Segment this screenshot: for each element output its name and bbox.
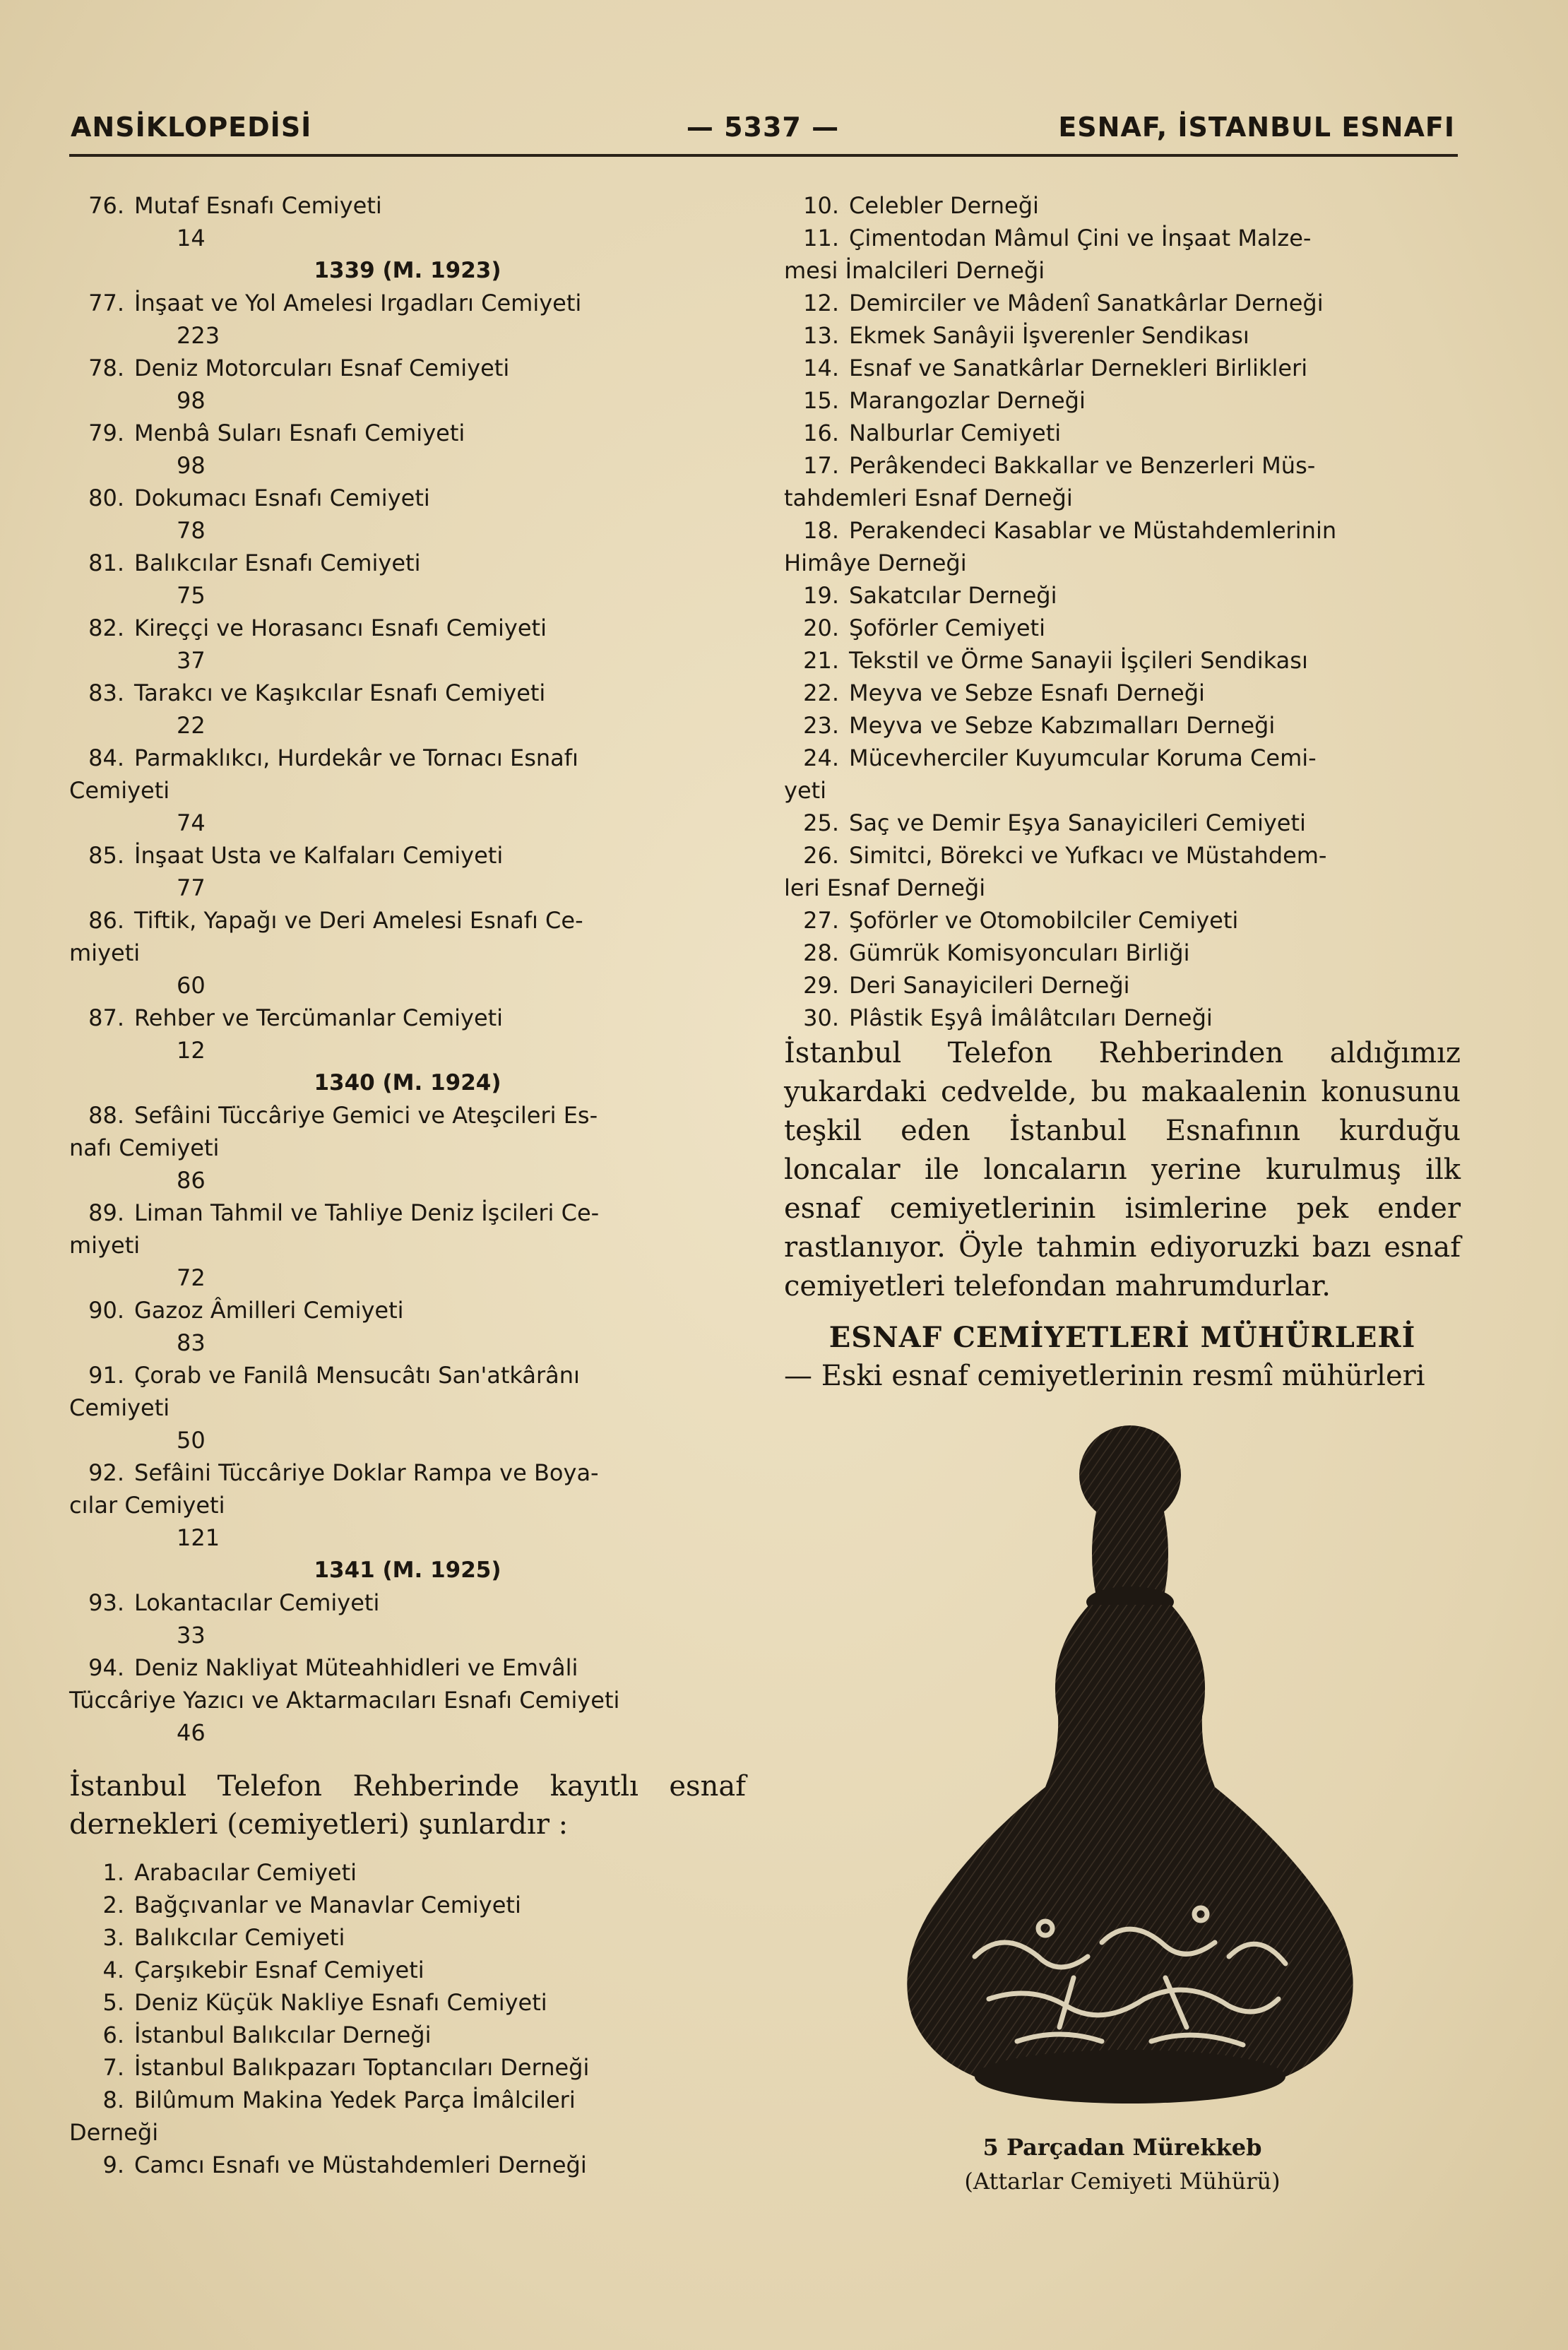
list-item — [69, 1986, 746, 2019]
member-count: 121 — [177, 1524, 220, 1551]
item-name: Perâkendeci Bakkallar ve Benzerleri Müs- — [849, 452, 1316, 479]
item-name: Bilûmum Makina Yedek Parça İmâlcileri — [134, 2087, 576, 2113]
item-number: 86. — [88, 907, 124, 934]
figure-caption — [784, 2130, 1461, 2198]
member-count: 75 — [177, 582, 206, 609]
member-count: 22 — [177, 712, 206, 739]
member-count: 33 — [177, 1622, 206, 1649]
list-item — [69, 1856, 746, 1889]
item-name-continued: cılar Cemiyeti — [69, 1492, 225, 1519]
item-name-continued: Derneği — [69, 2119, 159, 2146]
item-number: 7. — [102, 2054, 124, 2081]
member-count: 14 — [177, 225, 206, 251]
list-item — [69, 2084, 746, 2149]
list-item — [784, 742, 1461, 807]
item-name-continued: Tüccâriye Yazıcı ve Aktarmacıları Esnafı Cemiyeti — [69, 1687, 620, 1714]
item-name: Balıkcılar Esnafı Cemiyeti — [134, 550, 421, 576]
list-item — [784, 937, 1461, 969]
item-number: 1. — [102, 1859, 124, 1886]
item-name: Tarakcı ve Kaşıkcılar Esnafı Cemiyeti — [134, 680, 546, 706]
list-item — [69, 1889, 746, 1921]
item-name: Lokantacılar Cemiyeti — [134, 1589, 380, 1616]
page-number: — 5337 — — [686, 112, 840, 143]
list-item — [69, 547, 746, 579]
item-number: 12. — [803, 290, 839, 316]
year-heading-1339: 1339 (M. 1923) — [314, 258, 501, 283]
list-item — [784, 222, 1461, 287]
list-item — [69, 1359, 746, 1424]
caption-line-1: 5 Parçadan Mürekkeb — [982, 2134, 1262, 2161]
item-number: 13. — [803, 322, 839, 349]
list-item — [69, 482, 746, 514]
item-name: Camcı Esnafı ve Müstahdemleri Derneği — [134, 2152, 587, 2178]
item-name: Çimentodan Mâmul Çini ve İnşaat Malze- — [849, 225, 1312, 251]
list-item — [69, 677, 746, 709]
list-item — [784, 1002, 1461, 1034]
item-name: Gazoz Âmilleri Cemiyeti — [134, 1297, 404, 1324]
list-item — [69, 2149, 746, 2181]
item-number: 78. — [88, 355, 124, 381]
item-name: Nalburlar Cemiyeti — [849, 420, 1062, 446]
item-name-continued: yeti — [784, 777, 827, 804]
item-name: Esnaf ve Sanatkârlar Dernekleri Birlikleri — [849, 355, 1308, 381]
list-item — [69, 1921, 746, 1954]
list-item — [784, 514, 1461, 579]
list-item — [69, 417, 746, 449]
item-name: Meyva ve Sebze Esnafı Derneği — [849, 680, 1205, 706]
list-item — [69, 1586, 746, 1619]
item-name: İstanbul Balıkcılar Derneği — [134, 2022, 432, 2048]
list-item — [69, 1456, 746, 1521]
right-column — [784, 189, 1461, 1395]
list-item — [69, 2051, 746, 2084]
item-name: Sefâini Tüccâriye Doklar Rampa ve Boya- — [134, 1459, 599, 1486]
item-number: 92. — [88, 1459, 124, 1486]
item-name: Bağçıvanlar ve Manavlar Cemiyeti — [134, 1892, 521, 1918]
item-number: 94. — [88, 1654, 124, 1681]
item-name-continued: tahdemleri Esnaf Derneği — [784, 485, 1073, 511]
item-number: 29. — [803, 972, 839, 999]
item-name: Sefâini Tüccâriye Gemici ve Ateşcileri Es- — [134, 1102, 598, 1129]
member-count: 12 — [177, 1037, 206, 1064]
left-column — [69, 189, 746, 2181]
member-count: 98 — [177, 452, 206, 479]
list-item — [69, 839, 746, 872]
item-name: Marangozlar Derneği — [849, 387, 1086, 414]
list-item — [784, 579, 1461, 612]
item-number: 90. — [88, 1297, 124, 1324]
item-name: Deri Sanayicileri Derneği — [849, 972, 1130, 999]
item-name-continued: nafı Cemiyeti — [69, 1134, 220, 1161]
item-number: 30. — [803, 1004, 839, 1031]
item-number: 15. — [803, 387, 839, 414]
item-name: Sakatcılar Derneği — [849, 582, 1057, 609]
list-item — [69, 352, 746, 384]
list-item — [784, 969, 1461, 1002]
year-heading-1341: 1341 (M. 1925) — [314, 1557, 501, 1583]
item-number: 8. — [102, 2087, 124, 2113]
item-number: 77. — [88, 290, 124, 316]
item-name: Çorab ve Fanilâ Mensucâtı San'atkârânı — [134, 1362, 580, 1389]
item-number: 76. — [88, 192, 124, 219]
item-number: 6. — [102, 2022, 124, 2048]
list-item — [69, 189, 746, 222]
item-name: Parmaklıkcı, Hurdekâr ve Tornacı Esnafı — [134, 744, 578, 771]
list-item — [69, 1954, 746, 1986]
item-name: Tiftik, Yapağı ve Deri Amelesi Esnafı Ce- — [134, 907, 583, 934]
member-count: 223 — [177, 322, 220, 349]
item-number: 16. — [803, 420, 839, 446]
item-number: 24. — [803, 744, 839, 771]
item-number: 5. — [102, 1989, 124, 2016]
item-number: 21. — [803, 647, 839, 674]
item-name-continued: Himâye Derneği — [784, 550, 967, 576]
item-number: 23. — [803, 712, 839, 739]
item-name: Deniz Küçük Nakliye Esnafı Cemiyeti — [134, 1989, 547, 2016]
item-name: Gümrük Komisyoncuları Birliği — [849, 939, 1190, 966]
intro-paragraph: İstanbul Telefon Rehberinde kayıtlı esnaf dernekleri (cemiyetleri) şunlardır : — [69, 1770, 746, 1841]
item-number: 88. — [88, 1102, 124, 1129]
list-item — [784, 709, 1461, 742]
member-count: 37 — [177, 647, 206, 674]
seal-illustration — [833, 1420, 1434, 2126]
list-item — [784, 189, 1461, 222]
list-item — [784, 839, 1461, 904]
list-item — [69, 1197, 746, 1262]
item-number: 85. — [88, 842, 124, 869]
item-name-continued: Cemiyeti — [69, 1394, 170, 1421]
member-count: 72 — [177, 1264, 206, 1291]
list-item — [69, 612, 746, 644]
header-title-right: ESNAF, İSTANBUL ESNAFI — [1058, 112, 1455, 143]
list-item — [784, 384, 1461, 417]
list-item — [784, 644, 1461, 677]
item-name-continued: Cemiyeti — [69, 777, 170, 804]
item-name: Deniz Motorcuları Esnaf Cemiyeti — [134, 355, 510, 381]
item-number: 19. — [803, 582, 839, 609]
item-name: İstanbul Balıkpazarı Toptancıları Derneği — [134, 2054, 590, 2081]
item-number: 11. — [803, 225, 839, 251]
item-name-continued: leri Esnaf Derneği — [784, 874, 986, 901]
year-heading-1340: 1340 (M. 1924) — [314, 1070, 501, 1096]
item-number: 4. — [102, 1957, 124, 1983]
item-name: Saç ve Demir Eşya Sanayicileri Cemiyeti — [849, 809, 1306, 836]
item-name: Dokumacı Esnafı Cemiyeti — [134, 485, 430, 511]
item-number: 93. — [88, 1589, 124, 1616]
item-name: Rehber ve Tercümanlar Cemiyeti — [134, 1004, 504, 1031]
item-number: 84. — [88, 744, 124, 771]
item-number: 89. — [88, 1199, 124, 1226]
list-item — [784, 287, 1461, 319]
list-item — [69, 1651, 746, 1716]
member-count: 98 — [177, 387, 206, 414]
section-title: ESNAF CEMİYETLERİ MÜHÜRLERİ — [828, 1321, 1416, 1354]
item-name-continued: miyeti — [69, 1232, 141, 1259]
member-count: 77 — [177, 874, 206, 901]
list-item — [784, 612, 1461, 644]
item-number: 80. — [88, 485, 124, 511]
list-item — [784, 352, 1461, 384]
item-name: Meyva ve Sebze Kabzımalları Derneği — [849, 712, 1276, 739]
list-item — [69, 1002, 746, 1034]
member-count: 74 — [177, 809, 206, 836]
item-name: Mutaf Esnafı Cemiyeti — [134, 192, 382, 219]
item-name: Perakendeci Kasablar ve Müstahdemlerinin — [849, 517, 1337, 544]
item-name-continued: mesi İmalcileri Derneği — [784, 257, 1045, 284]
item-name: Kireççi ve Horasancı Esnafı Cemiyeti — [134, 615, 547, 641]
item-name: Ekmek Sanâyii İşverenler Sendikası — [849, 322, 1249, 349]
item-name: Şoförler ve Otomobilciler Cemiyeti — [849, 907, 1239, 934]
member-count: 46 — [177, 1719, 206, 1746]
item-number: 79. — [88, 420, 124, 446]
list-item — [69, 287, 746, 319]
item-number: 87. — [88, 1004, 124, 1031]
item-name: Liman Tahmil ve Tahliye Deniz İşcileri Ce- — [134, 1199, 600, 1226]
list-item — [69, 742, 746, 807]
member-count: 60 — [177, 972, 206, 999]
item-name: Balıkcılar Cemiyeti — [134, 1924, 345, 1951]
header-rule — [69, 154, 1458, 157]
item-number: 20. — [803, 615, 839, 641]
list-item — [784, 319, 1461, 352]
item-number: 91. — [88, 1362, 124, 1389]
list-item — [784, 904, 1461, 937]
item-name: Demirciler ve Mâdenî Sanatkârlar Derneği — [849, 290, 1324, 316]
item-number: 10. — [803, 192, 839, 219]
ink-seal-image — [833, 1420, 1434, 2126]
header-title-left: ANSİKLOPEDİSİ — [71, 112, 312, 143]
item-number: 18. — [803, 517, 839, 544]
item-number: 82. — [88, 615, 124, 641]
item-name: Deniz Nakliyat Müteahhidleri ve Emvâli — [134, 1654, 578, 1681]
item-number: 83. — [88, 680, 124, 706]
item-number: 17. — [803, 452, 839, 479]
list-item — [784, 417, 1461, 449]
item-number: 27. — [803, 907, 839, 934]
item-name: Arabacılar Cemiyeti — [134, 1859, 357, 1886]
item-number: 22. — [803, 680, 839, 706]
list-item — [69, 1099, 746, 1164]
item-number: 2. — [102, 1892, 124, 1918]
member-count: 83 — [177, 1329, 206, 1356]
item-number: 25. — [803, 809, 839, 836]
item-number: 81. — [88, 550, 124, 576]
item-name: Plâstik Eşyâ İmâlâtcıları Derneği — [849, 1004, 1213, 1031]
item-number: 26. — [803, 842, 839, 869]
item-name: Menbâ Suları Esnafı Cemiyeti — [134, 420, 465, 446]
member-count: 78 — [177, 517, 206, 544]
member-count: 50 — [177, 1427, 206, 1454]
item-name: Şoförler Cemiyeti — [849, 615, 1045, 641]
list-item — [784, 449, 1461, 514]
caption-line-2: (Attarlar Cemiyeti Mühürü) — [964, 2168, 1281, 2195]
item-name: Çarşıkebir Esnaf Cemiyeti — [134, 1957, 424, 1983]
item-name: Simitci, Börekci ve Yufkacı ve Müstahdem- — [849, 842, 1327, 869]
section-subtitle: — Eski esnaf cemiyetlerinin resmî mühürleri — [784, 1360, 1425, 1392]
item-name: Celebler Derneği — [849, 192, 1039, 219]
list-item — [69, 1294, 746, 1327]
item-name: Tekstil ve Örme Sanayii İşçileri Sendikası — [849, 647, 1308, 674]
item-number: 3. — [102, 1924, 124, 1951]
list-item — [784, 807, 1461, 839]
item-name: Mücevherciler Kuyumcular Koruma Cemi- — [849, 744, 1317, 771]
item-name: İnşaat Usta ve Kalfaları Cemiyeti — [134, 842, 504, 869]
list-item — [69, 2019, 746, 2051]
page-header — [71, 112, 1455, 151]
item-name: İnşaat ve Yol Amelesi Irgadları Cemiyeti — [134, 290, 582, 316]
body-paragraph: İstanbul Telefon Rehberinden aldığımız yukardaki cedvelde, bu makaalenin konusunu teşkil eden İstanbul Esnafının kurduğu loncalar ile loncaların yerine kurulmuş ilk esnaf cemiyetlerinin isimlerine pek ender rastlanıyor. Öyle tahmin ediyoruzki bazı esnaf cemiyetleri telefondan mahrumdurlar. — [784, 1037, 1461, 1302]
item-number: 14. — [803, 355, 839, 381]
item-number: 9. — [102, 2152, 124, 2178]
item-name-continued: miyeti — [69, 939, 141, 966]
item-number: 28. — [803, 939, 839, 966]
list-item — [784, 677, 1461, 709]
member-count: 86 — [177, 1167, 206, 1194]
list-item — [69, 904, 746, 969]
